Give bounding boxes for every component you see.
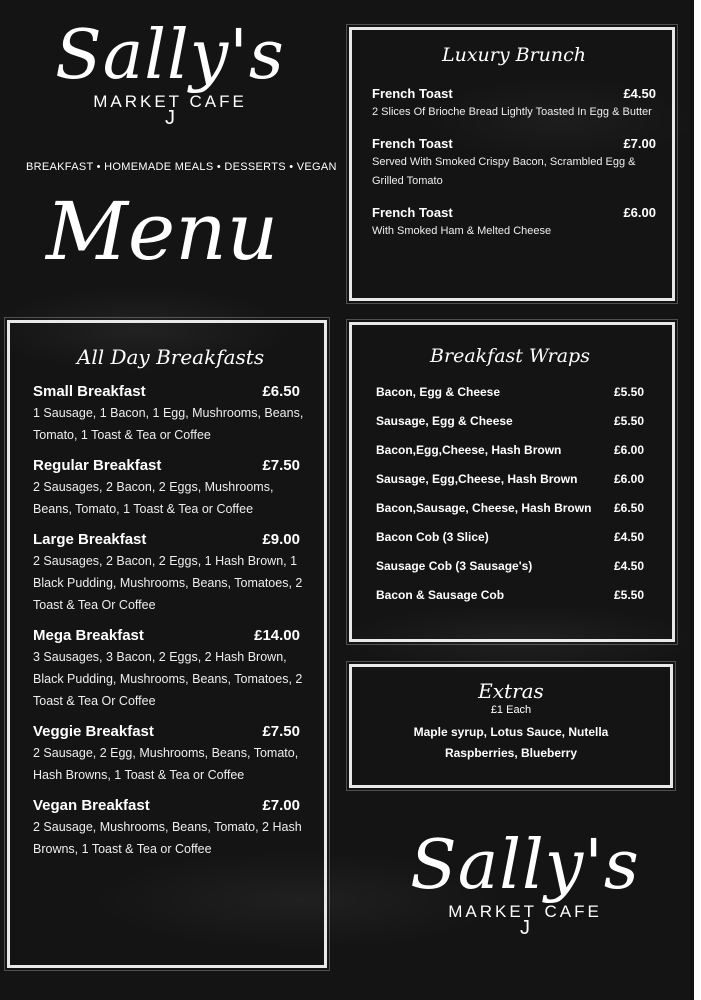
breakfast-item — [33, 797, 308, 860]
item-price: £14.00 — [254, 627, 300, 644]
item-price: £6.00 — [613, 442, 644, 457]
logo-subtitle: MARKET CAFE — [448, 902, 602, 921]
brunch-item — [372, 86, 656, 122]
item-price: £5.50 — [613, 587, 644, 602]
wrap-item — [376, 551, 644, 580]
item-description: 3 Sausages, 3 Bacon, 2 Eggs, 2 Hash Brown, Black Pudding, Mushrooms, Beans, Tomatoes, 2 Toast & Tea Or Coffee — [33, 650, 303, 708]
logo-name: Sally's — [55, 16, 285, 95]
item-name: French Toast — [372, 86, 453, 101]
logo-bottom — [395, 826, 655, 939]
item-description: 2 Sausage, 2 Egg, Mushrooms, Beans, Tomato, Hash Browns, 1 Toast & Tea or Coffee — [33, 746, 299, 782]
extras-line-2: Raspberries, Blueberry — [444, 746, 578, 760]
item-name: Sausage, Egg & Cheese — [376, 413, 513, 428]
wrap-item — [376, 580, 644, 609]
item-name: Regular Breakfast — [33, 457, 162, 474]
item-price: £7.50 — [262, 723, 300, 740]
item-description: 2 Sausage, Mushrooms, Beans, Tomato, 2 Hash Browns, 1 Toast & Tea or Coffee — [33, 820, 302, 856]
wrap-item — [376, 406, 644, 435]
item-description: Served With Smoked Crispy Bacon, Scrambled Egg & Grilled Tomato — [372, 156, 636, 187]
extras-heading: Extras — [478, 679, 544, 703]
breakfast-wraps-heading: Breakfast Wraps — [430, 345, 590, 367]
item-name: French Toast — [372, 136, 453, 151]
wrap-item — [376, 435, 644, 464]
luxury-brunch-heading: Luxury Brunch — [441, 44, 587, 66]
breakfast-item — [33, 627, 308, 712]
breakfast-item — [33, 723, 308, 786]
extras-price-note: £1 Each — [490, 704, 532, 716]
item-name: Bacon,Sausage, Cheese, Hash Brown — [376, 500, 592, 515]
item-description: 2 Slices Of Brioche Bread Lightly Toasted In Egg & Butter — [372, 106, 652, 118]
logo-top — [40, 16, 300, 129]
item-name: Sausage, Egg,Cheese, Hash Brown — [376, 471, 578, 486]
item-price: £4.50 — [613, 529, 644, 544]
item-name: Bacon, Egg & Cheese — [376, 384, 501, 399]
logo-hook: J — [165, 107, 175, 129]
item-price: £9.00 — [262, 531, 300, 548]
breakfast-item — [33, 531, 308, 616]
breakfast-wraps-section — [349, 322, 675, 642]
item-name: French Toast — [372, 205, 453, 220]
wrap-item — [376, 377, 644, 406]
item-description: 2 Sausages, 2 Bacon, 2 Eggs, 1 Hash Brown, 1 Black Pudding, Mushrooms, Beans, Tomatoes, 2 Toast & Tea Or Coffee — [33, 554, 303, 612]
item-name: Vegan Breakfast — [33, 797, 150, 814]
brunch-item — [372, 136, 656, 191]
item-name: Bacon & Sausage Cob — [376, 587, 505, 602]
all-day-breakfasts-heading: All Day Breakfasts — [76, 345, 265, 369]
wrap-item — [376, 464, 644, 493]
item-name: Small Breakfast — [33, 383, 146, 400]
item-price: £6.00 — [613, 471, 644, 486]
item-price: £5.50 — [613, 413, 644, 428]
breakfast-item — [33, 457, 308, 520]
wrap-item — [376, 522, 644, 551]
item-price: £7.50 — [262, 457, 300, 474]
menu-title: Menu — [46, 185, 279, 278]
item-price: £6.50 — [262, 383, 300, 400]
item-price: £4.50 — [613, 558, 644, 573]
item-name: Veggie Breakfast — [33, 723, 154, 740]
item-description: 2 Sausages, 2 Bacon, 2 Eggs, Mushrooms, Beans, Tomato, 1 Toast & Tea or Coffee — [33, 480, 274, 516]
breakfast-item — [33, 383, 308, 446]
tagline: BREAKFAST • HOMEMADE MEALS • DESSERTS • VEGAN — [26, 161, 337, 173]
item-price: £5.50 — [613, 384, 644, 399]
logo-name: Sally's — [410, 826, 640, 905]
item-price: £6.50 — [613, 500, 644, 515]
item-price: £7.00 — [623, 136, 656, 151]
item-name: Bacon,Egg,Cheese, Hash Brown — [376, 442, 562, 457]
item-price: £6.00 — [623, 205, 656, 220]
item-name: Mega Breakfast — [33, 627, 144, 644]
all-day-breakfasts-section — [7, 320, 327, 968]
logo-hook: J — [520, 917, 530, 939]
extras-section — [349, 664, 673, 788]
item-name: Sausage Cob (3 Sausage's) — [376, 558, 533, 573]
item-price: £4.50 — [623, 86, 656, 101]
item-description: 1 Sausage, 1 Bacon, 1 Egg, Mushrooms, Beans, Tomato, 1 Toast & Tea or Coffee — [33, 406, 304, 442]
item-name: Bacon Cob (3 Slice) — [376, 529, 489, 544]
extras-line-1: Maple syrup, Lotus Sauce, Nutella — [413, 725, 609, 739]
item-price: £7.00 — [262, 797, 300, 814]
brunch-item — [372, 205, 656, 241]
luxury-brunch-section — [349, 27, 675, 301]
wrap-item — [376, 493, 644, 522]
item-name: Large Breakfast — [33, 531, 147, 548]
logo-subtitle: MARKET CAFE — [93, 92, 247, 111]
item-description: With Smoked Ham & Melted Cheese — [372, 225, 552, 237]
